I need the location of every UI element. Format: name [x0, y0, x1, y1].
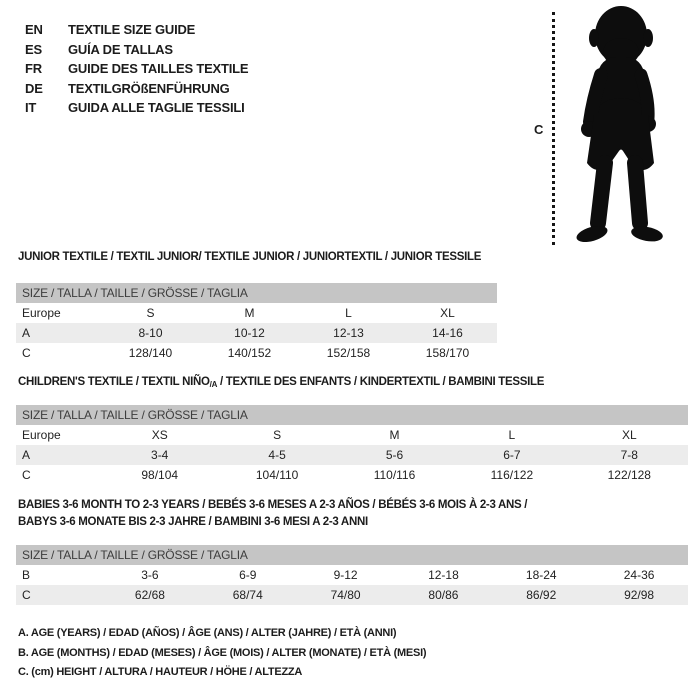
- language-list: [25, 20, 248, 118]
- size-cell: L: [345, 306, 352, 320]
- language-row-it: [25, 98, 248, 118]
- language-label: TEXTILGRÖßENFÜHRUNG: [68, 80, 230, 96]
- size-cell: M: [389, 428, 400, 442]
- language-label: GUIDA ALLE TAGLIE TESSILI: [68, 100, 245, 116]
- size-header-bar: SIZE / TALLA / TAILLE / GRÖSSE / TAGLIA: [16, 545, 688, 565]
- months-cell: 18-24: [525, 568, 557, 582]
- row-label: B: [22, 568, 31, 582]
- language-code: DE: [25, 80, 43, 96]
- language-code: FR: [25, 61, 42, 77]
- childrens-title-part: / TEXTILE DES ENFANTS / KINDERTEXTIL / BAMBINI TESSILE: [217, 376, 545, 388]
- language-label: GUÍA DE TALLAS: [68, 41, 173, 57]
- height-cell: 116/122: [490, 468, 534, 482]
- childrens-size-table: [16, 405, 688, 485]
- row-label: C: [22, 346, 31, 360]
- size-cell: XL: [440, 306, 455, 320]
- junior-size-table: [16, 283, 497, 363]
- height-cell: 74/80: [330, 588, 361, 602]
- language-label: GUIDE DES TAILLES TEXTILE: [68, 61, 249, 77]
- height-cell: 140/152: [227, 346, 272, 360]
- months-cell: 9-12: [333, 568, 358, 582]
- table-row-europe: [16, 425, 688, 445]
- row-label: C: [22, 588, 31, 602]
- babies-size-table: [16, 545, 688, 605]
- age-cell: 7-8: [620, 448, 638, 462]
- childrens-title-part: CHILDREN'S TEXTILE / TEXTIL NIÑO: [18, 376, 210, 388]
- language-row-de: [25, 79, 248, 99]
- height-cell: 122/128: [607, 468, 651, 482]
- language-code: EN: [25, 22, 43, 38]
- height-cell: 128/140: [128, 346, 173, 360]
- months-cell: 6-9: [239, 568, 257, 582]
- height-cell: 158/170: [425, 346, 470, 360]
- table-row-age: [16, 445, 688, 465]
- size-cell: L: [508, 428, 516, 442]
- language-label: TEXTILE SIZE GUIDE: [68, 22, 196, 38]
- size-cell: XS: [151, 428, 168, 442]
- age-cell: 5-6: [385, 448, 404, 462]
- height-cell: 92/98: [624, 588, 655, 602]
- height-cell: 98/104: [141, 468, 179, 482]
- legend-footnotes: [18, 624, 426, 683]
- babies-section-title: [18, 497, 603, 531]
- height-cell: 104/110: [255, 468, 299, 482]
- size-cell: XL: [621, 428, 637, 442]
- age-cell: 10-12: [234, 326, 265, 340]
- language-row-fr: [25, 59, 248, 79]
- row-label: Europe: [22, 306, 61, 320]
- language-row-es: [25, 40, 248, 60]
- height-cell: 152/158: [326, 346, 371, 360]
- table-row-age: [16, 323, 497, 343]
- height-measure-label: C: [534, 122, 544, 137]
- table-row-height: [16, 465, 688, 485]
- legend-line-b: B. AGE (MONTHS) / EDAD (MESES) / ÂGE (MOIS) / ALTER (MONATE) / ETÀ (MESI): [18, 646, 427, 659]
- table-row-height: [16, 343, 497, 363]
- height-cell: 62/68: [134, 588, 165, 602]
- height-dotted-line: [552, 12, 555, 245]
- babies-title-line2: BABYS 3-6 MONATE BIS 2-3 JAHRE / BAMBINI 3-6 MESI A 2-3 ANNI: [18, 516, 368, 528]
- size-header-bar: SIZE / TALLA / TAILLE / GRÖSSE / TAGLIA: [16, 283, 497, 303]
- childrens-title-subscript: /A: [209, 380, 218, 389]
- months-cell: 3-6: [141, 568, 159, 582]
- months-cell: 12-18: [428, 568, 459, 582]
- size-cell: S: [146, 306, 155, 320]
- size-cell: M: [244, 306, 255, 320]
- row-label: Europe: [22, 428, 61, 442]
- row-label: A: [22, 448, 31, 462]
- babies-title-line1: BABIES 3-6 MONTH TO 2-3 YEARS / BEBÉS 3-6 MESES A 2-3 AÑOS / BÉBÉS 3-6 MOIS À 2-3 ANS /: [18, 499, 528, 511]
- language-row-en: [25, 20, 248, 40]
- height-cell: 80/86: [428, 588, 459, 602]
- language-code: ES: [25, 41, 42, 57]
- size-cell: S: [273, 428, 282, 442]
- months-cell: 24-36: [623, 568, 655, 582]
- toddler-silhouette-icon: [560, 5, 682, 250]
- table-row-europe: [16, 303, 497, 323]
- table-row-months: [16, 565, 688, 585]
- height-cell: 86/92: [526, 588, 557, 602]
- legend-line-c: C. (cm) HEIGHT / ALTURA / HAUTEUR / HÖHE / ALTEZZA: [18, 666, 303, 678]
- age-cell: 4-5: [268, 448, 286, 462]
- height-cell: 68/74: [232, 588, 263, 602]
- row-label: A: [22, 326, 31, 340]
- legend-line-a: A. AGE (YEARS) / EDAD (AÑOS) / ÂGE (ANS) / ALTER (JAHRE) / ETÀ (ANNI): [18, 627, 397, 639]
- childrens-section-title: [18, 376, 544, 389]
- junior-section-title: JUNIOR TEXTILE / TEXTIL JUNIOR/ TEXTILE JUNIOR / JUNIORTEXTIL / JUNIOR TESSILE: [18, 251, 482, 263]
- size-header-bar: SIZE / TALLA / TAILLE / GRÖSSE / TAGLIA: [16, 405, 688, 425]
- age-cell: 6-7: [503, 448, 521, 462]
- age-cell: 8-10: [138, 326, 163, 340]
- language-code: IT: [25, 100, 37, 116]
- table-row-height: [16, 585, 688, 605]
- age-cell: 12-13: [333, 326, 364, 340]
- height-cell: 110/116: [373, 468, 416, 482]
- age-cell: 14-16: [432, 326, 463, 340]
- age-cell: 3-4: [151, 448, 169, 462]
- row-label: C: [22, 468, 31, 482]
